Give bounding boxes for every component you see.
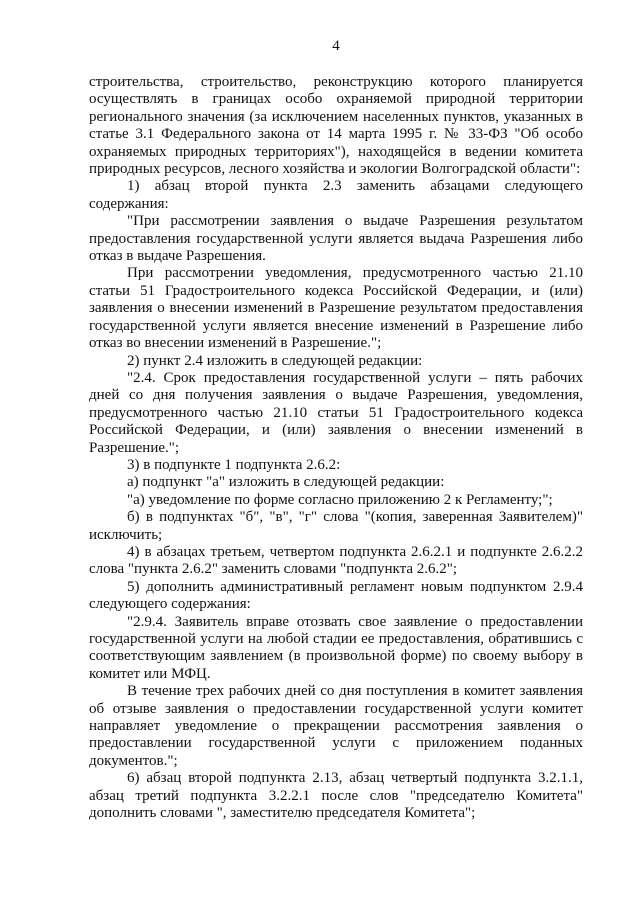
paragraph-item-6: 6) абзац второй подпункта 2.13, абзац четвертый подпункта 3.2.1.1, абзац третий подпункта 3.2.2.1 после слов "председателю Комитета" дополнить словами ", заместителю председателя Комитета";	[89, 770, 583, 822]
paragraph-continuation: строительства, строительство, реконструкцию которого планируется осуществлять в границах особо охраняемой природной территории регионального значения (за исключением населенных пунктов, указанных в статье 3.1 Федерального закона от 14 марта 1995 г. № 33-ФЗ "Об особо охраняемых природных территориях"), находящейся в ведении комитета природных ресурсов, лесного хозяйства и экологии Волгоградской области":	[89, 74, 583, 178]
paragraph-item-4: 4) в абзацах третьем, четвертом подпункта 2.6.2.1 и подпункте 2.6.2.2 слова "пункта 2.6.2" заменить словами "подпункта 2.6.2";	[89, 543, 583, 578]
paragraph-item-3a-text: "а) уведомление по форме согласно приложению 2 к Регламенту;";	[127, 491, 553, 508]
paragraph-item-3a: а) подпункт "а" изложить в следующей редакции:	[127, 474, 445, 491]
page-number: 4	[332, 38, 340, 54]
paragraph-2-9-4: "2.9.4. Заявитель вправе отозвать свое заявление о предоставлении государственной услуги на любой стадии ее предоставления, обратившись с соответствующим заявлением (в произвольной форме) по своему выбору в комитет или МФЦ.	[89, 613, 583, 682]
paragraph-item-3: 3) в подпункте 1 подпункта 2.6.2:	[127, 456, 341, 473]
paragraph-item-3b: б) в подпунктах "б", "в", "г" слова "(копия, заверенная Заявителем)" исключить;	[89, 509, 583, 543]
paragraph-item-5: 5) дополнить административный регламент новым подпунктом 2.9.4 следующего содержания:	[89, 578, 583, 613]
paragraph-item-2: 2) пункт 2.4 изложить в следующей редакции:	[127, 352, 423, 369]
paragraph-item-1: 1) абзац второй пункта 2.3 заменить абзацами следующего содержания:	[89, 178, 583, 212]
paragraph-quote-result: "При рассмотрении заявления о выдаче Разрешения результатом предоставления государственной услуги является выдача Разрешения либо отказ в выдаче Разрешения.	[89, 213, 583, 265]
paragraph-term: "2.4. Срок предоставления государственной услуги – пять рабочих дней со дня получения заявления о выдаче Разрешения, уведомления, предусмотренного частью 21.10 статьи 51 Градостроительного кодекса Российской Федерации, и (или) заявления о внесении изменений в Разрешение.";	[89, 369, 583, 456]
paragraph-notification: При рассмотрении уведомления, предусмотренного частью 21.10 статьи 51 Градостроительного кодекса Российской Федерации, и (или) заявления о внесении изменений в Разрешение результатом предоставления государственной услуги является внесение изменений в Разрешение либо отказ во внесении изменений в Разрешение.";	[89, 265, 583, 352]
paragraph-withdrawal: В течение трех рабочих дней со дня поступления в комитет заявления об отзыве заявления о предоставлении государственной услуги комитет направляет уведомление о прекращении рассмотрения заявления о предоставлении государственной услуги с приложением поданных документов.";	[89, 683, 583, 769]
